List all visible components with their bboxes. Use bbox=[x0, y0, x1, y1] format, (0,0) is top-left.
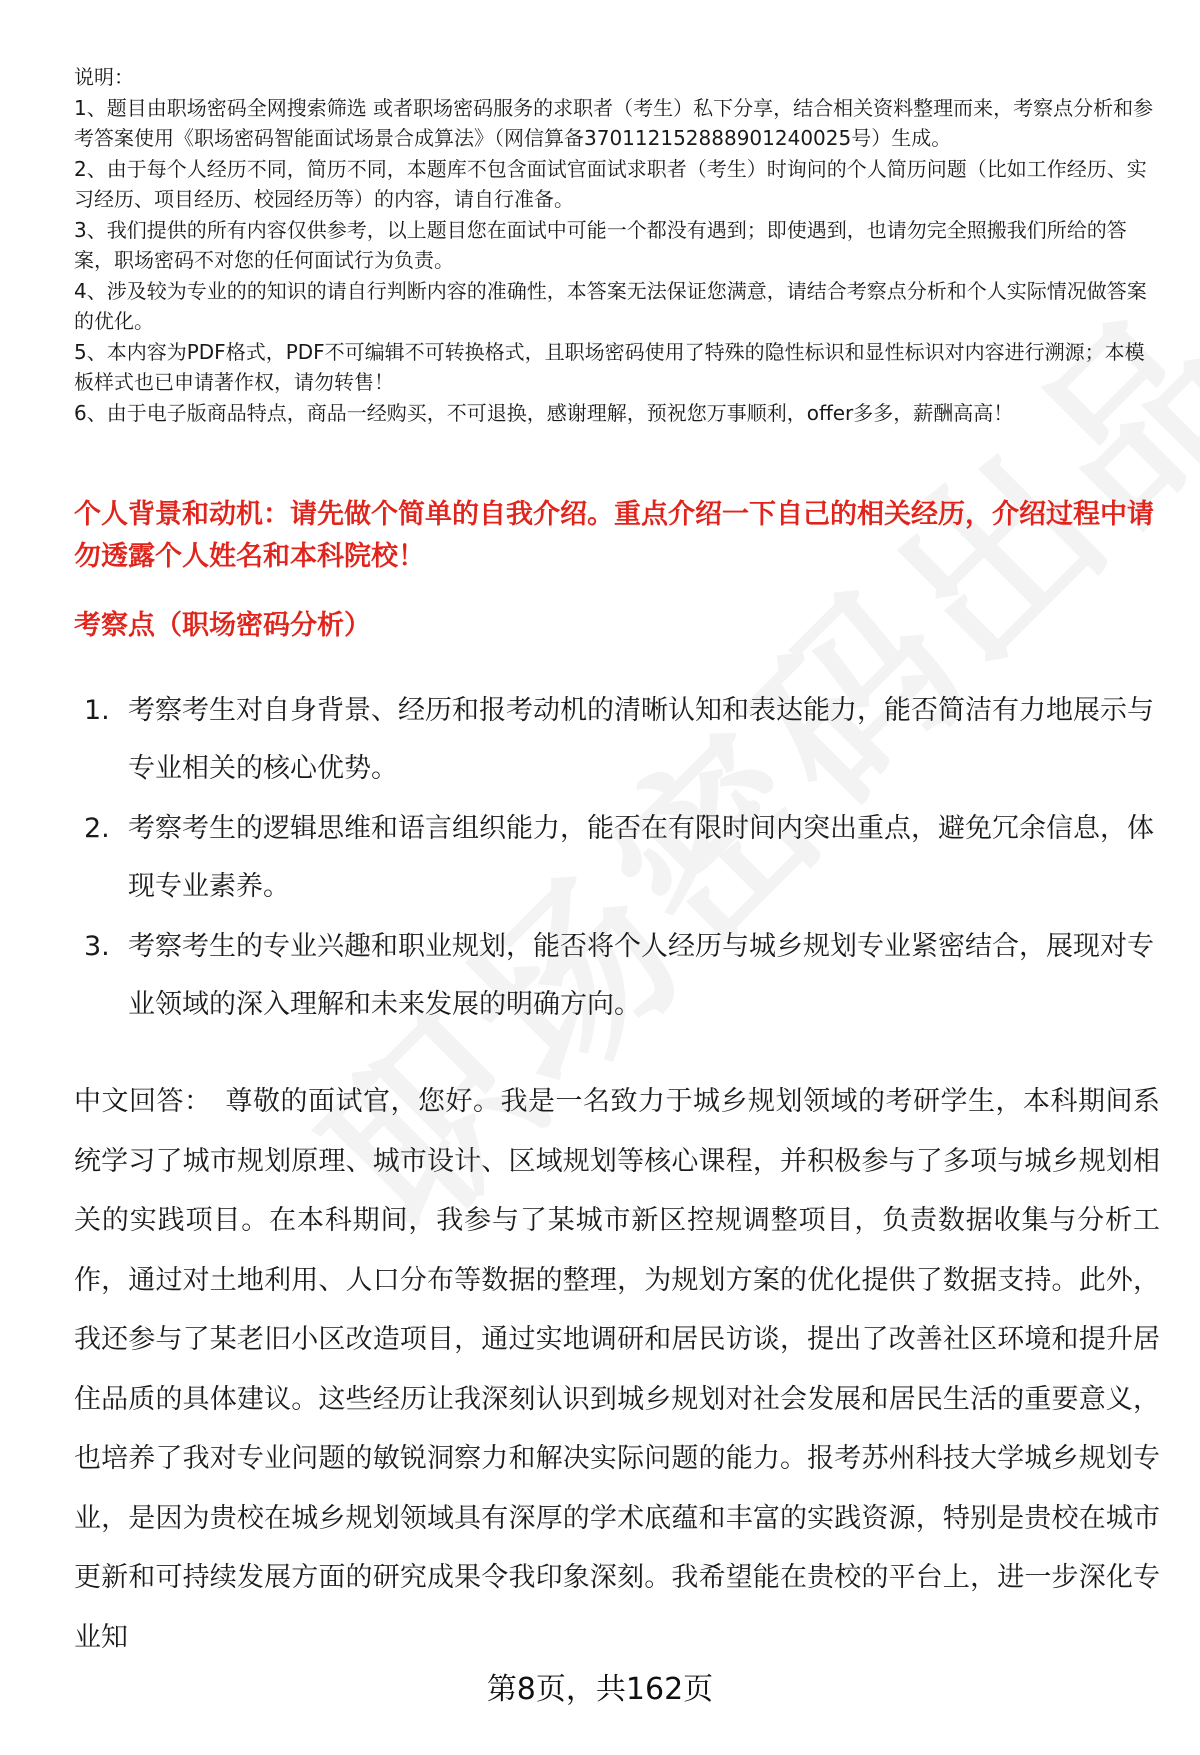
page-number: 第8页，共162页 bbox=[486, 1672, 714, 1707]
list-number: 1. bbox=[84, 695, 110, 726]
disclaimer-notes bbox=[74, 62, 1154, 428]
notes-item: 2、由于每个人经历不同，简历不同，本题库不包含面试官面试求职者（考生）时询问的个人简历问题（比如工作经历、实习经历、项目经历、校园经历等）的内容，请自行准备。 bbox=[74, 156, 1147, 211]
notes-item: 3、我们提供的所有内容仅供参考，以上题目您在面试中可能一个都没有遇到；即使遇到，也请勿完全照搬我们所给的答案，职场密码不对您的任何面试行为负责。 bbox=[74, 217, 1127, 272]
analysis-heading: 考察点（职场密码分析） bbox=[74, 610, 371, 641]
list-number: 3. bbox=[84, 931, 110, 962]
list-number: 2. bbox=[84, 813, 110, 844]
list-text: 考察考生的专业兴趣和职业规划，能否将个人经历与城乡规划专业紧密结合，展现对专业领域的深入理解和未来发展的明确方向。 bbox=[128, 931, 1154, 1020]
interview-question: 个人背景和动机：请先做个简单的自我介绍。重点介绍一下自己的相关经历，介绍过程中请勿透露个人姓名和本科院校！ bbox=[74, 499, 1154, 572]
list-item bbox=[84, 682, 1160, 798]
list-item bbox=[84, 800, 1160, 916]
list-text: 考察考生对自身背景、经历和报考动机的清晰认知和表达能力，能否简洁有力地展示与专业相关的核心优势。 bbox=[128, 695, 1154, 784]
answer-label: 中文回答： bbox=[74, 1086, 212, 1117]
notes-item: 1、题目由职场密码全网搜索筛选 或者职场密码服务的求职者（考生）私下分享，结合相关资料整理而来，考察点分析和参考答案使用《职场密码智能面试场景合成算法》（网信算备370112152888901240025号）生成。 bbox=[74, 95, 1154, 150]
notes-title: 说明： bbox=[74, 65, 134, 89]
analysis-points bbox=[84, 682, 1160, 1036]
notes-item: 6、由于电子版商品特点，商品一经购买，不可退换，感谢理解，预祝您万事顺利，offer多多，薪酬高高！ bbox=[74, 400, 1014, 425]
answer-paragraph bbox=[74, 1072, 1160, 1667]
list-text: 考察考生的逻辑思维和语言组织能力，能否在有限时间内突出重点，避免冗余信息，体现专业素养。 bbox=[128, 813, 1154, 902]
answer-text: 尊敬的面试官，您好。我是一名致力于城乡规划领域的考研学生，本科期间系统学习了城市规划原理、城市设计、区域规划等核心课程，并积极参与了多项与城乡规划相关的实践项目。在本科期间，我参与了某城市新区控规调整项目，负责数据收集与分析工作，通过对土地利用、人口分布等数据的整理，为规划方案的优化提供了数据支持。此外，我还参与了某老旧小区改造项目，通过实地调研和居民访谈，提出了改善社区环境和提升居住品质的具体建议。这些经历让我深刻认识到城乡规划对社会发展和居民生活的重要意义，也培养了我对专业问题的敏锐洞察力和解决实际问题的能力。报考苏州科技大学城乡规划专业，是因为贵校在城乡规划领域具有深厚的学术底蕴和丰富的实践资源，特别是贵校在城市更新和可持续发展方面的研究成果令我印象深刻。我希望能在贵校的平台上，进一步深化专业知 bbox=[74, 1086, 1160, 1653]
notes-item: 5、本内容为PDF格式，PDF不可编辑不可转换格式，且职场密码使用了特殊的隐性标识和显性标识对内容进行溯源；本模板样式也已申请著作权，请勿转售！ bbox=[74, 339, 1145, 394]
list-item bbox=[84, 918, 1160, 1034]
notes-item: 4、涉及较为专业的的知识的请自行判断内容的准确性，本答案无法保证您满意，请结合考察点分析和个人实际情况做答案的优化。 bbox=[74, 278, 1147, 333]
